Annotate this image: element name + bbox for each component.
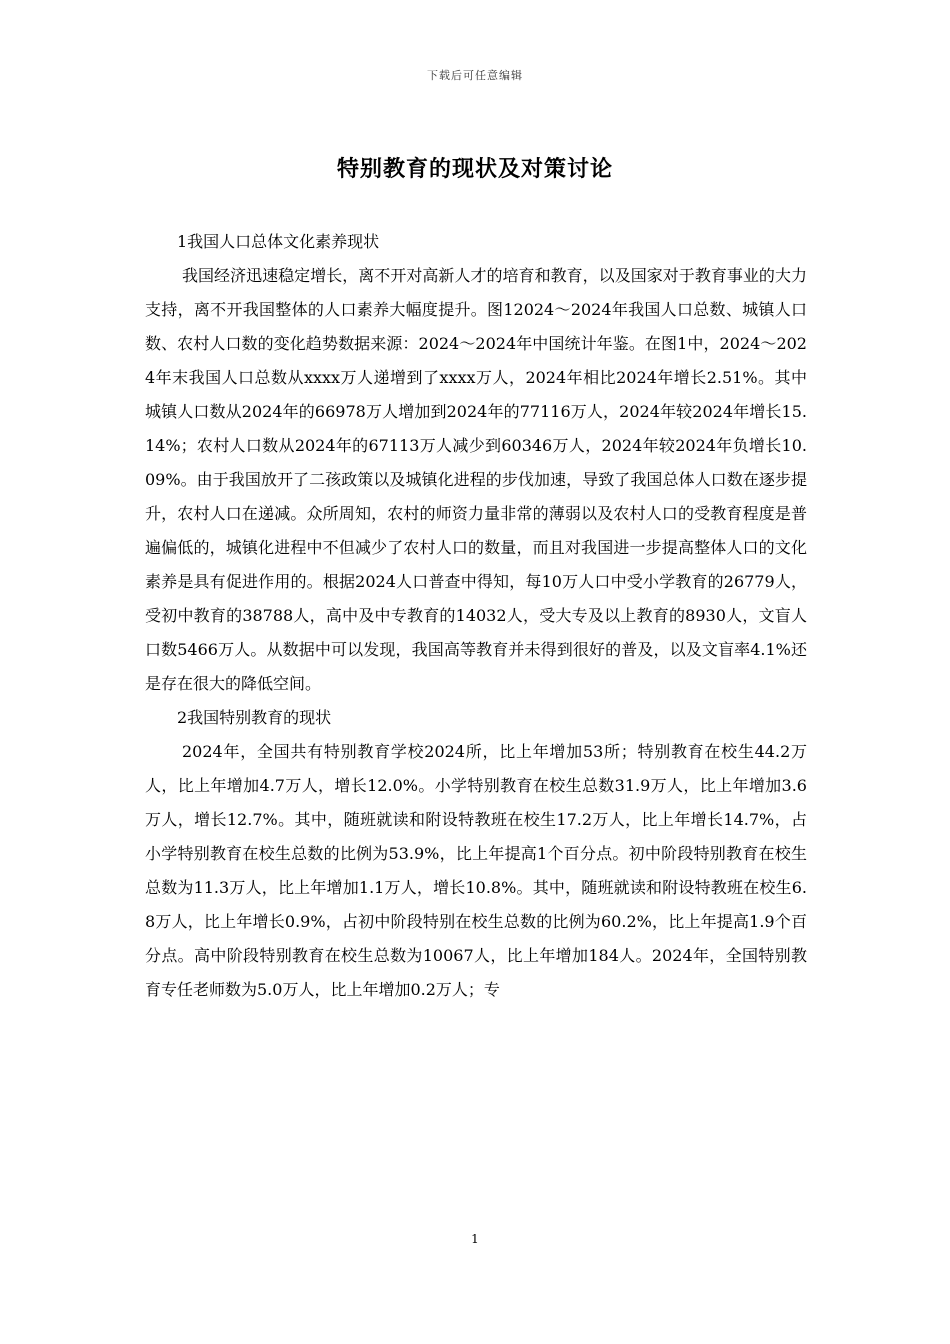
document-title: 特别教育的现状及对策讨论 [336, 156, 613, 182]
section-paragraph-2: 2024年，全国共有特别教育学校2024所，比上年增加53所；特别教育在校生44.2万人，比上年增加4.7万人，增长12.0%。小学特别教育在校生总数31.9万人，比上年增加3.6万人，增长12.7%。其中，随班就读和附设特教班在校生17.2万人，比上年增长14.7%，占小学特别教育在校生总数的比例为53.9%，比上年提高1个百分点。初中阶段特别教育在校生总数为11.3万人，比上年增加1.1万人，增长10.8%。其中，随班就读和附设特教班在校生6.8万人，比上年增长0.9%，占初中阶段特别在校生总数的比例为60.2%，比上年提高1.9个百分点。高中阶段特别教育在校生总数为10067人，比上年增加184人。2024年，全国特别教育专任老师数为5.0万人，比上年增加0.2万人；专 [145, 742, 807, 999]
header-note: 下载后可任意编辑 [427, 69, 523, 82]
section-heading-2: 2我国特别教育的现状 [177, 708, 332, 727]
page-number: 1 [471, 1232, 479, 1246]
document-body [145, 225, 807, 1007]
section-paragraph-1: 我国经济迅速稳定增长，离不开对高新人才的培育和教育，以及国家对于教育事业的大力支持，离不开我国整体的人口素养大幅度提升。图12024～2024年我国人口总数、城镇人口数、农村人口数的变化趋势数据来源：2024～2024年中国统计年鉴。在图1中，2024～2024年末我国人口总数从xxxx万人递增到了xxxx万人，2024年相比2024年增长2.51%。其中城镇人口数从2024年的66978万人增加到2024年的77116万人，2024年较2024年增长15.14%；农村人口数从2024年的67113万人减少到60346万人，2024年较2024年负增长10.09%。由于我国放开了二孩政策以及城镇化进程的步伐加速，导致了我国总体人口数在逐步提升，农村人口在递减。众所周知，农村的师资力量非常的薄弱以及农村人口的受教育程度是普遍偏低的，城镇化进程中不但减少了农村人口的数量，而且对我国进一步提高整体人口的文化素养是具有促进作用的。根据2024人口普查中得知，每10万人口中受小学教育的26779人，受初中教育的38788人，高中及中专教育的14032人，受大专及以上教育的8930人，文盲人口数5466万人。从数据中可以发现，我国高等教育并未得到很好的普及，以及文盲率4.1%还是存在很大的降低空间。 [145, 266, 807, 693]
section-heading-1: 1我国人口总体文化素养现状 [177, 232, 380, 251]
